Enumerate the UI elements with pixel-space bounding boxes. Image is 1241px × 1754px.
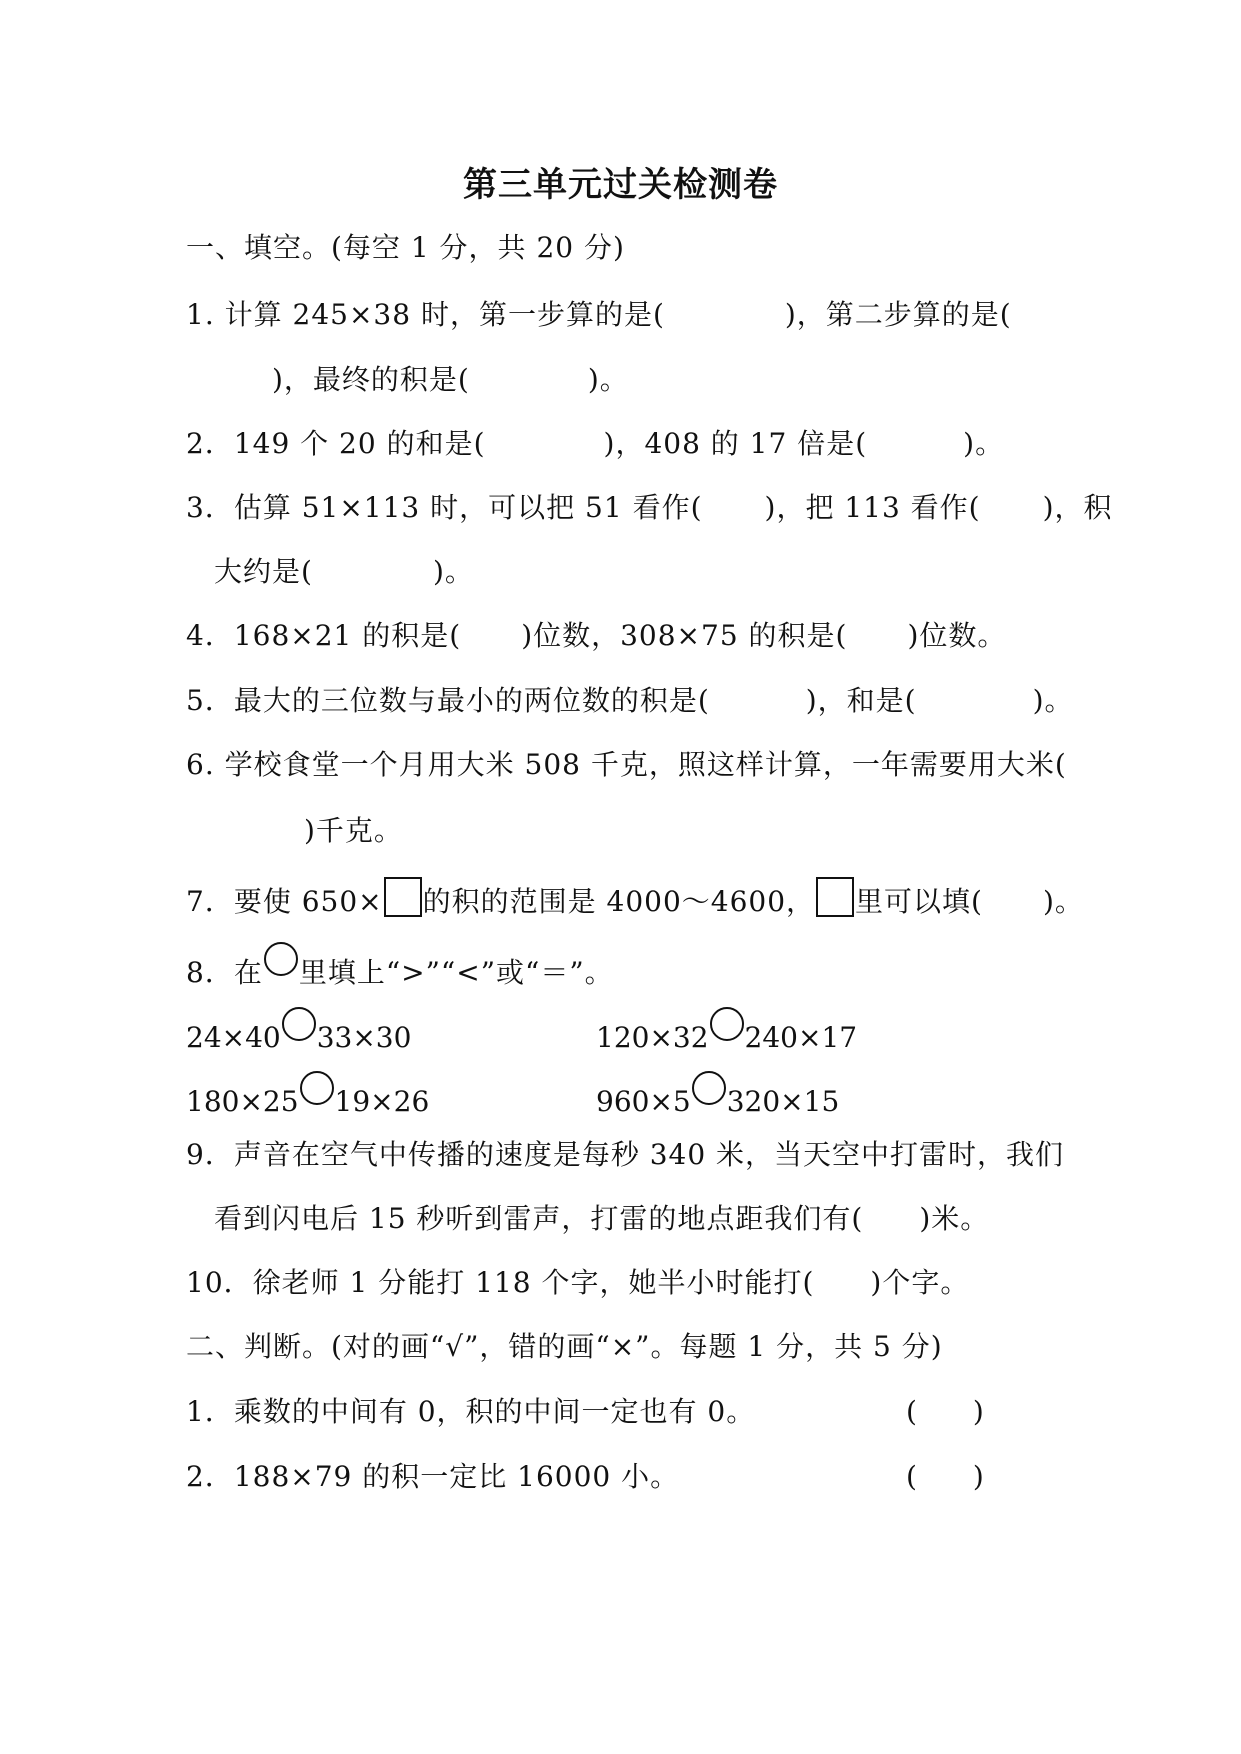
q3-text-a: 3．估算 51×113 时，可以把 51 看作( bbox=[186, 491, 703, 524]
compare-right: 320×15 bbox=[726, 1085, 840, 1118]
question-1-line1 bbox=[186, 295, 1012, 335]
q4-text-a: 4．168×21 的积是( bbox=[186, 619, 462, 652]
compare-left: 180×25 bbox=[186, 1085, 299, 1118]
q9-text-c: )米。 bbox=[919, 1202, 990, 1235]
compare-right: 240×17 bbox=[744, 1021, 858, 1054]
question-6-line1: 6. 学校食堂一个月用大米 508 千克，照这样计算，一年需要用大米( bbox=[186, 748, 1067, 781]
q7-text-c: 里可以填( bbox=[855, 885, 983, 918]
q5-text-a: 5．最大的三位数与最小的两位数的积是( bbox=[186, 684, 710, 717]
q5-text-c: )。 bbox=[1032, 684, 1074, 717]
compare-left: 24×40 bbox=[186, 1021, 281, 1054]
q10-text-b: )个字。 bbox=[870, 1266, 970, 1299]
circle-icon[interactable] bbox=[300, 1071, 334, 1105]
question-3-line2 bbox=[214, 552, 474, 592]
judge-answer-paren[interactable]: ( ) bbox=[906, 1460, 984, 1493]
compare-item-3 bbox=[186, 1071, 429, 1122]
q3-text-e: )。 bbox=[432, 555, 474, 588]
compare-item-4 bbox=[596, 1071, 839, 1122]
square-box-icon[interactable] bbox=[816, 877, 854, 917]
compare-item-1 bbox=[186, 1007, 411, 1058]
question-8 bbox=[186, 942, 614, 993]
section1-heading: 一、填空。(每空 1 分，共 20 分) bbox=[186, 231, 625, 264]
question-1-line2 bbox=[272, 360, 629, 400]
q7-text-d: )。 bbox=[1042, 885, 1084, 918]
q3-text-c: )，积 bbox=[1042, 491, 1113, 524]
q3-text-d: 大约是( bbox=[214, 555, 313, 588]
page-title: 第三单元过关检测卷 bbox=[463, 165, 778, 205]
judge-question-2: 2．188×79 的积一定比 16000 小。 bbox=[186, 1460, 680, 1493]
question-9-line2 bbox=[214, 1199, 989, 1239]
judge-question-1: 1．乘数的中间有 0，积的中间一定也有 0。 bbox=[186, 1395, 756, 1428]
q2-text-b: )，408 的 17 倍是( bbox=[603, 427, 868, 460]
compare-left: 120×32 bbox=[596, 1021, 709, 1054]
q1-text-d: )。 bbox=[587, 363, 629, 396]
compare-item-2 bbox=[596, 1007, 857, 1058]
question-7 bbox=[186, 877, 1084, 922]
q9-text-b: 看到闪电后 15 秒听到雷声，打雷的地点距我们有( bbox=[214, 1202, 864, 1235]
circle-icon[interactable] bbox=[692, 1071, 726, 1105]
q10-text-a: 10．徐老师 1 分能打 118 个字，她半小时能打( bbox=[186, 1266, 815, 1299]
q7-text-b: 的积的范围是 4000～4600， bbox=[422, 885, 816, 918]
q5-text-b: )，和是( bbox=[805, 684, 917, 717]
compare-left: 960×5 bbox=[596, 1085, 691, 1118]
compare-right: 19×26 bbox=[334, 1085, 430, 1118]
question-10 bbox=[186, 1263, 969, 1303]
section2-heading: 二、判断。(对的画“√”，错的画“×”。每题 1 分，共 5 分) bbox=[186, 1330, 943, 1363]
question-6-line2: )千克。 bbox=[304, 814, 403, 847]
circle-icon[interactable] bbox=[282, 1007, 316, 1041]
q2-text-a: 2．149 个 20 的和是( bbox=[186, 427, 486, 460]
q1-text-a: 1. 计算 245×38 时，第一步算的是( bbox=[186, 298, 665, 331]
q4-text-b: )位数，308×75 的积是( bbox=[521, 619, 848, 652]
q3-text-b: )，把 113 看作( bbox=[764, 491, 981, 524]
question-9-line1: 9．声音在空气中传播的速度是每秒 340 米，当天空中打雷时，我们 bbox=[186, 1138, 1065, 1171]
q1-text-c: )，最终的积是( bbox=[272, 363, 470, 396]
q2-text-c: )。 bbox=[963, 427, 1005, 460]
q4-text-c: )位数。 bbox=[907, 619, 1007, 652]
judge-answer-paren[interactable]: ( ) bbox=[906, 1395, 984, 1428]
circle-icon[interactable] bbox=[710, 1007, 744, 1041]
square-box-icon[interactable] bbox=[384, 877, 422, 917]
question-4 bbox=[186, 616, 1006, 656]
question-3-line1 bbox=[186, 488, 1113, 528]
q8-text-a: 8．在 bbox=[186, 956, 263, 989]
question-5 bbox=[186, 681, 1074, 721]
q1-text-b: )，第二步算的是( bbox=[784, 298, 1012, 331]
compare-right: 33×30 bbox=[316, 1021, 412, 1054]
q8-text-b: 里填上“>”“<”或“＝”。 bbox=[298, 956, 614, 989]
q7-text-a: 7．要使 650× bbox=[186, 885, 383, 918]
question-2 bbox=[186, 424, 1004, 464]
circle-icon[interactable] bbox=[264, 942, 298, 976]
